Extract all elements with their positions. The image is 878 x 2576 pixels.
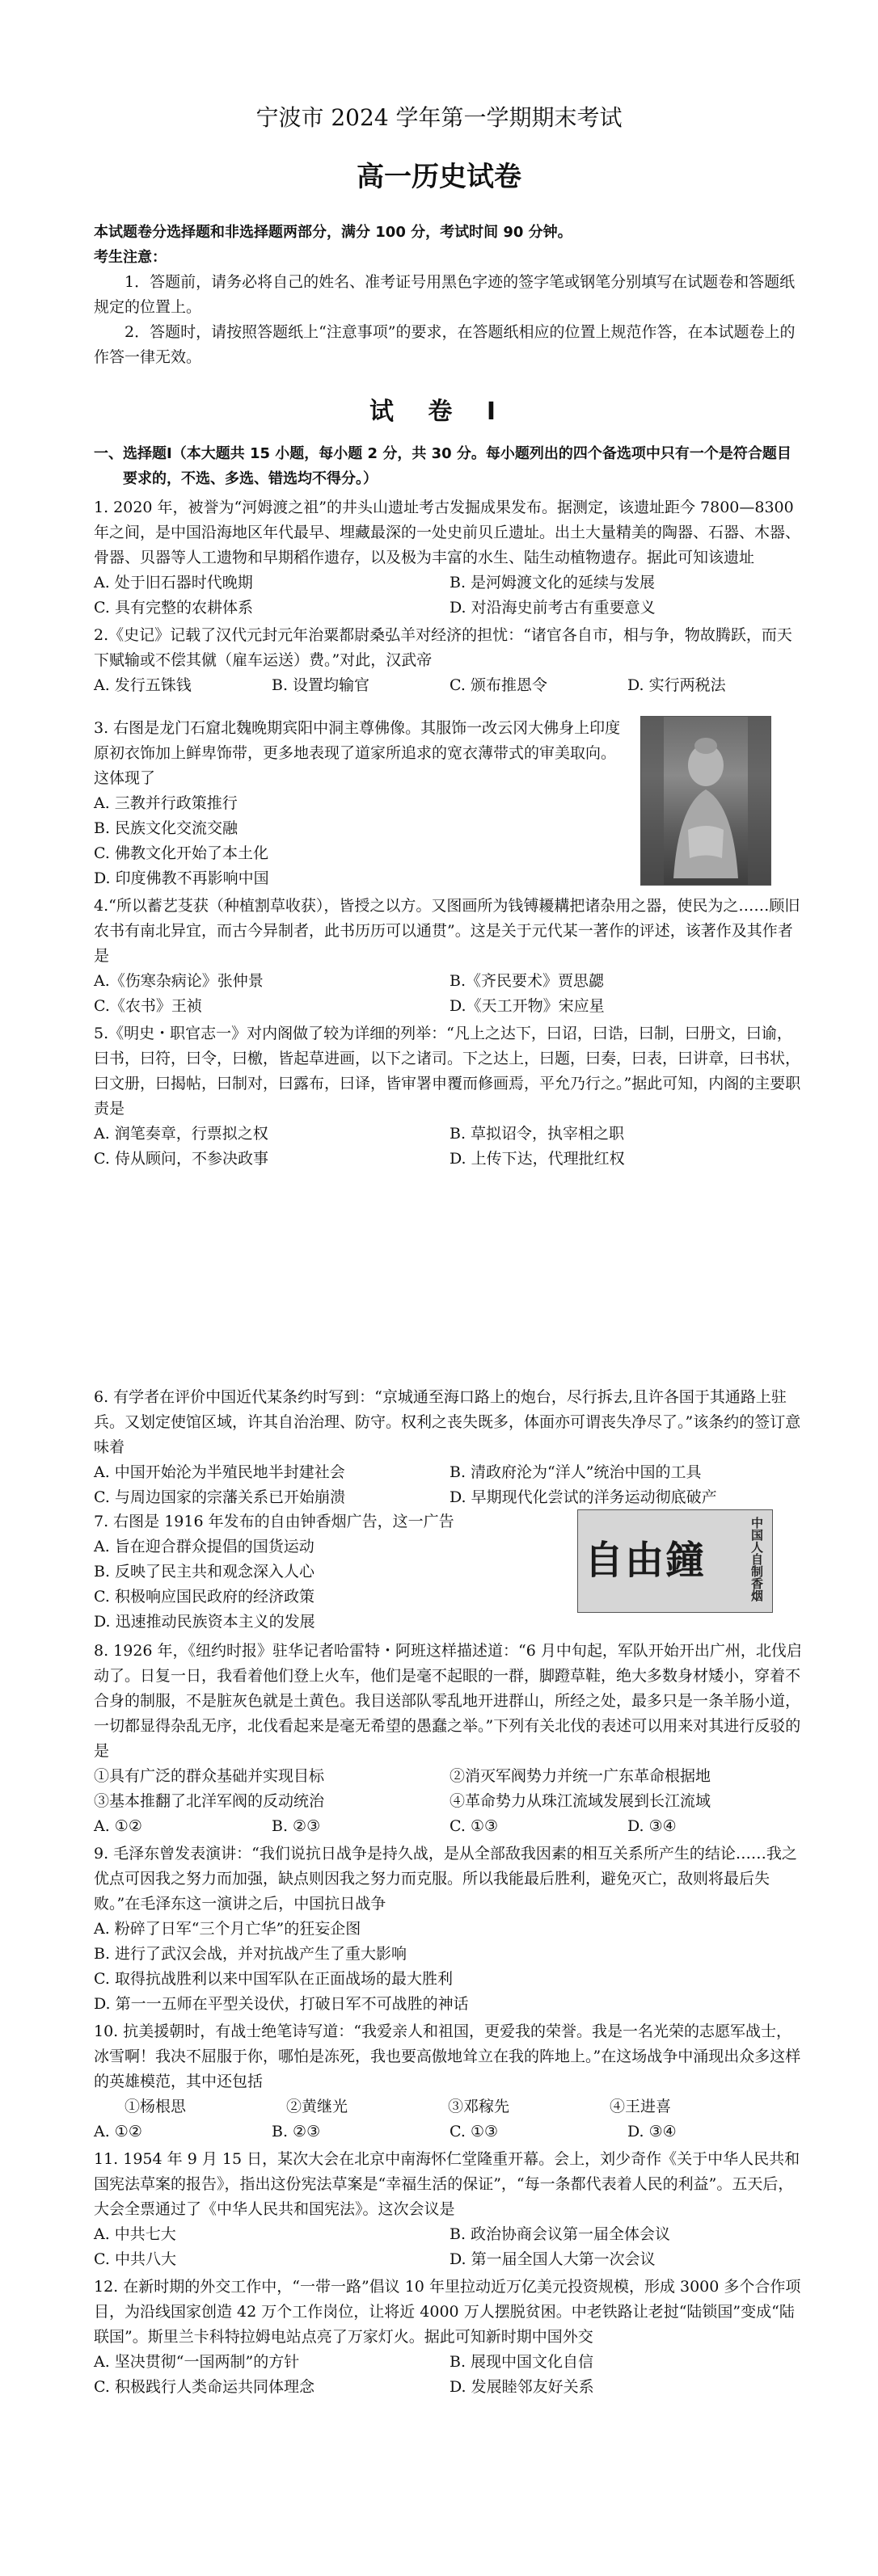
- exam-title: 宁波市 2024 学年第一学期期末考试: [255, 104, 623, 131]
- notice-block: [94, 220, 805, 370]
- buddha-image-caption: [641, 717, 642, 718]
- question-stem: 2.《史记》记载了汉代元封元年治粟都尉桑弘羊对经济的担忧：“诸官各自市，相与争，物故腾跃，而天下赋输或不偿其僦（雇车运送）费。”对此，汉武帝: [94, 626, 792, 669]
- option-a[interactable]: A. ①②: [94, 1817, 142, 1835]
- option-d[interactable]: D. 对沿海史前考古有重要意义: [450, 599, 656, 617]
- question-options: [94, 2350, 805, 2400]
- option-b[interactable]: B. 清政府沦为“洋人”统治中国的工具: [450, 1463, 702, 1481]
- option-b[interactable]: B. 草拟诏令，执宰相之职: [450, 1125, 625, 1143]
- part1-heading: [94, 441, 805, 491]
- question-9: [94, 1842, 805, 2017]
- option-d[interactable]: D.《天工开物》宋应星: [450, 997, 605, 1015]
- notice-intro: 本试题卷分选择题和非选择题两部分，满分 100 分，考试时间 90 分钟。: [94, 224, 572, 241]
- question-stem: 5.《明史・职官志一》对内阁做了较为详细的列举：“凡上之达下，曰诏，曰诰，曰制，曰册文，曰谕，曰书，曰符，曰令，曰檄，皆起草进画，以下之诸司。下之达上，曰题，曰奏，曰表，曰讲章，曰书状，曰文册，曰揭帖，曰制对，曰露布，曰译，皆审署申覆而修画焉，平允乃行之。”据此可知，内阁的主要职责是: [94, 1025, 801, 1118]
- question-options: [94, 1534, 579, 1635]
- question-stem: 1. 2020 年，被誉为“河姆渡之祖”的井头山遗址考古发掘成果发布。据测定，该遗址距今 7800—8300 年之间，是中国沿海地区年代最早、埋藏最深的一处史前贝丘遗址。出土大量精美的陶器、石器、木器、骨器、贝器等人工遗物和早期稻作遗存，以及极为丰富的水生、陆生动植物遗存。据此可知该遗址: [94, 499, 801, 566]
- question-options: [94, 1917, 805, 2017]
- option-d[interactable]: D. ③④: [627, 1817, 677, 1835]
- sub-item-4: ④王进喜: [610, 2098, 672, 2115]
- option-c[interactable]: C. 积极践行人类命运共同体理念: [94, 2378, 314, 2396]
- question-stem: 4.“所以蓄艺芟获（种植割草收获），皆授之以方。又图画所为钱镈耰耩把诸杂用之器，使民为之……顾旧农书有南北异宜，而古今异制者，此书历历可以通贯”。这是关于元代某一著作的评述，该著作及其作者是: [94, 897, 800, 965]
- question-options: [94, 791, 627, 891]
- question-3: [94, 716, 627, 891]
- question-7: [94, 1509, 579, 1635]
- option-b[interactable]: B. 设置均输官: [272, 676, 370, 694]
- question-1: [94, 495, 805, 621]
- question-options: [94, 570, 805, 621]
- option-c[interactable]: C. 佛教文化开始了本土化: [94, 844, 268, 862]
- question-options: [94, 1460, 805, 1510]
- option-b[interactable]: B. 政治协商会议第一届全体会议: [450, 2225, 671, 2243]
- poster-side-text: 中国人自制香烟: [749, 1517, 764, 1602]
- question-8: [94, 1639, 805, 1839]
- option-c[interactable]: C. 侍从顾问，不参决政事: [94, 1150, 268, 1168]
- option-c[interactable]: C. 积极响应国民政府的经济政策: [94, 1588, 314, 1606]
- option-b[interactable]: B. 是河姆渡文化的延续与发展: [450, 574, 656, 591]
- question-5: [94, 1021, 805, 1172]
- question-options: [94, 969, 805, 1019]
- option-c[interactable]: C. 具有完整的农耕体系: [94, 599, 253, 617]
- part1-heading-text: 一、选择题Ⅰ（本大题共 15 小题，每小题 2 分，共 30 分。每小题列出的四个备选项中只有一个是符合题目要求的，不选、多选、错选均不得分。）: [94, 445, 791, 487]
- notice-item-1: 1．答题前，请务必将自己的姓名、准考证号用黑色字迹的签字笔或钢笔分别填写在试题卷和答题纸规定的位置上。: [94, 273, 796, 316]
- question-sub-items: [94, 2094, 805, 2119]
- option-a[interactable]: A. 三教并行政策推行: [94, 794, 238, 812]
- option-c[interactable]: C. ①③: [450, 2123, 499, 2140]
- notice-label: 考生注意：: [94, 249, 167, 266]
- option-d[interactable]: D. 迅速推动民族资本主义的发展: [94, 1613, 315, 1631]
- option-d[interactable]: D. ③④: [627, 2123, 677, 2140]
- option-c[interactable]: C. 颁布推恩令: [450, 676, 547, 694]
- option-c[interactable]: C. 与周边国家的宗藩关系已开始崩溃: [94, 1488, 345, 1506]
- question-stem: 6. 有学者在评价中国近代某条约时写到：“京城通至海口路上的炮台，尽行拆去,且许各国于其通路上驻兵。又划定使馆区域，许其自治治理、防守。权利之丧失既多，体面亦可谓丧失净尽了。”该条约的签订意味着: [94, 1388, 801, 1456]
- questions-group-1: [94, 493, 805, 698]
- questions-group-3: [94, 1636, 805, 2400]
- question-2: [94, 623, 805, 698]
- sub-item-4: ④革命势力从珠江流域发展到长江流域: [450, 1792, 711, 1810]
- question-stem: 12. 在新时期的外交工作中，“一带一路”倡议 10 年里拉动近万亿美元投资规模，形成 3000 多个合作项目，为沿线国家创造 42 万个工作岗位，让将近 4000 万人摆脱贫困。中老铁路让老挝“陆锁国”变成“陆联国”。斯里兰卡科特拉姆电站点亮了万家灯火。据此可知新时期中国外交: [94, 2278, 801, 2346]
- option-b[interactable]: B.《齐民要术》贾思勰: [450, 972, 605, 990]
- sub-item-2: ②消灭军阀势力并统一广东革命根据地: [450, 1767, 711, 1785]
- section-title: 试 卷 Ⅰ: [369, 398, 509, 426]
- buddha-statue-image: [640, 716, 771, 886]
- option-c[interactable]: C. 取得抗战胜利以来中国军队在正面战场的最大胜利: [94, 1970, 453, 1988]
- question-options: [94, 1814, 805, 1839]
- question-12: [94, 2275, 805, 2400]
- question-options: [94, 673, 805, 698]
- question-stem: 9. 毛泽东曾发表演讲：“我们说抗日战争是持久战，是从全部敌我因素的相互关系所产生的结论……我之优点可因我之努力而加强，缺点则因我之努力而克服。所以我能最后胜利，避免灭亡，敌则将最后失败。”在毛泽东这一演讲之后，中国抗日战争: [94, 1845, 797, 1913]
- question-11: [94, 2147, 805, 2272]
- option-d[interactable]: D. 印度佛教不再影响中国: [94, 869, 269, 887]
- option-c[interactable]: C.《农书》王祯: [94, 997, 202, 1015]
- option-c[interactable]: C. ①③: [450, 1817, 499, 1835]
- sub-item-3: ③基本推翻了北洋军阀的反动统治: [94, 1792, 325, 1810]
- buddha-statue-icon: [641, 717, 770, 885]
- option-b[interactable]: B. ②③: [272, 2123, 321, 2140]
- question-options: [94, 1122, 805, 1172]
- option-d[interactable]: D. 第一一五师在平型关设伏，打破日军不可战胜的神话: [94, 1995, 469, 2013]
- option-a[interactable]: A. 坚决贯彻“一国两制”的方针: [94, 2353, 300, 2371]
- option-d[interactable]: D. 早期现代化尝试的洋务运动彻底破产: [450, 1488, 717, 1506]
- cigarette-ad-image: [577, 1509, 773, 1613]
- poster-title: 自由鐘: [585, 1538, 707, 1583]
- notice-item-2: 2．答题时，请按照答题纸上“注意事项”的要求，在答题纸相应的位置上规范作答，在本试题卷上的作答一律无效。: [94, 323, 796, 366]
- option-a[interactable]: A. 旨在迎合群众提倡的国货运动: [94, 1538, 314, 1555]
- option-a[interactable]: A. 处于旧石器时代晚期: [94, 574, 253, 591]
- questions-group-2: [94, 891, 805, 1172]
- question-options: [94, 2119, 805, 2145]
- option-a[interactable]: A. 中国开始沦为半殖民地半封建社会: [94, 1463, 345, 1481]
- sub-item-1: ①具有广泛的群众基础并实现目标: [94, 1767, 325, 1785]
- option-b[interactable]: B. 进行了武汉会战，并对抗战产生了重大影响: [94, 1945, 407, 1963]
- option-c[interactable]: C. 中共八大: [94, 2250, 176, 2268]
- question-stem: 3. 右图是龙门石窟北魏晚期宾阳中洞主尊佛像。其服饰一改云冈大佛身上印度原初衣饰加上鲜卑饰带，更多地表现了道家所追求的宽衣薄带式的审美取向。这体现了: [94, 719, 621, 787]
- question-6: [94, 1385, 805, 1510]
- question-stem: 8. 1926 年，《纽约时报》驻华记者哈雷特・阿班这样描述道：“6 月中旬起，军队开始开出广州，北伐启动了。日复一日，我看着他们登上火车，他们是毫不起眼的一群，脚蹬草鞋，绝大多数身材矮小，穿着不合身的制服，不是脏灰色就是土黄色。我目送部队零乱地开进群山，所经之处，最多只是一条羊肠小道，一切都显得杂乱无序，北伐看起来是毫无希望的愚蠢之举。”下列有关北伐的表述可以用来对其进行反驳的是: [94, 1642, 802, 1760]
- exam-subtitle: 高一历史试卷: [357, 161, 521, 193]
- option-d[interactable]: D. 第一届全国人大第一次会议: [450, 2250, 656, 2268]
- option-b[interactable]: B. 民族文化交流交融: [94, 819, 238, 837]
- question-sub-items: [94, 1764, 805, 1814]
- option-a[interactable]: A. 中共七大: [94, 2225, 176, 2243]
- option-b[interactable]: B. 展现中国文化自信: [450, 2353, 594, 2371]
- option-d[interactable]: D. 上传下达，代理批红权: [450, 1150, 625, 1168]
- option-b[interactable]: B. 反映了民主共和观念深入人心: [94, 1563, 315, 1581]
- question-stem: 11. 1954 年 9 月 15 日，某次大会在北京中南海怀仁堂隆重开幕。会上，刘少奇作《关于中华人民共和国宪法草案的报告》，指出这份宪法草案是“幸福生活的保证”，“每一条都代表着人民的利益”。五天后，大会全票通过了《中华人民共和国宪法》。这次会议是: [94, 2150, 800, 2218]
- option-b[interactable]: B. ②③: [272, 1817, 321, 1835]
- question-stem: 10. 抗美援朝时，有战士绝笔诗写道：“我爱亲人和祖国，更爱我的荣誉。我是一名光荣的志愿军战士，冰雪啊！我决不屈服于你，哪怕是冻死，我也要高傲地耸立在我的阵地上。”在这场战争中涌现出众多这样的英雄模范，其中还包括: [94, 2022, 801, 2090]
- sub-item-2: ②黄继光: [286, 2098, 348, 2115]
- question-options: [94, 2222, 805, 2272]
- question-10: [94, 2019, 805, 2145]
- option-a[interactable]: A. 粉碎了日军“三个月亡华”的狂妄企图: [94, 1920, 361, 1938]
- option-a[interactable]: A. ①②: [94, 2123, 142, 2140]
- option-a[interactable]: A.《伤寒杂病论》张仲景: [94, 972, 264, 990]
- question-stem: 7. 右图是 1916 年发布的自由钟香烟广告，这一广告: [94, 1513, 454, 1530]
- option-d[interactable]: D. 发展睦邻友好关系: [450, 2378, 594, 2396]
- option-a[interactable]: A. 润笔奏章，行票拟之权: [94, 1125, 268, 1143]
- question-4: [94, 894, 805, 1019]
- sub-item-1: ①杨根思: [125, 2098, 187, 2115]
- option-a[interactable]: A. 发行五铢钱: [94, 676, 192, 694]
- option-d[interactable]: D. 实行两税法: [627, 676, 726, 694]
- sub-item-3: ③邓稼先: [448, 2098, 510, 2115]
